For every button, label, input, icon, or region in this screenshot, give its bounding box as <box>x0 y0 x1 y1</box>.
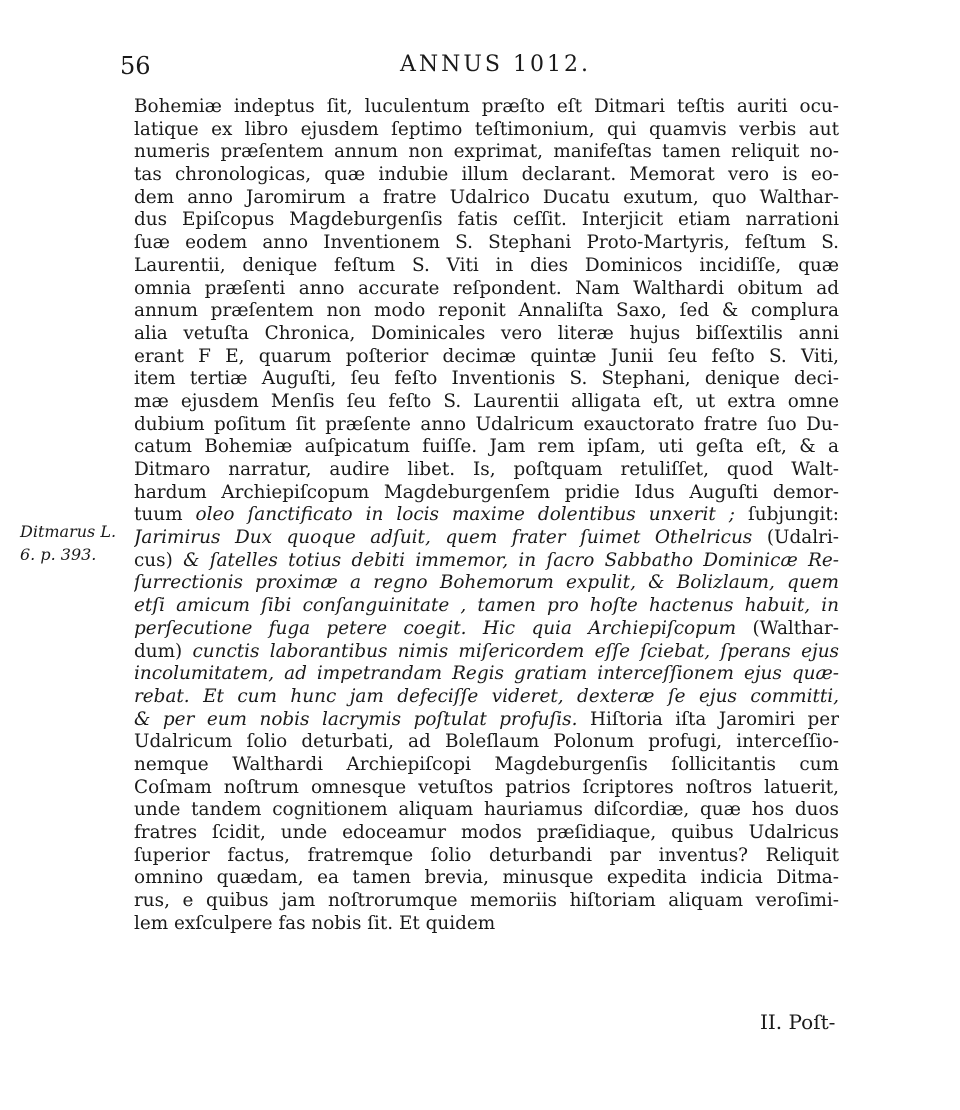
margin-note <box>20 520 130 566</box>
text-line: item tertiæ Auguſti, ſeu feſto Inventionis S. Stephani, denique deci- <box>134 368 839 390</box>
text-line: mæ ejusdem Menſis ſeu feſto S. Laurentii alligata eſt, ut extra omne <box>134 390 839 412</box>
text-roman: tuum <box>134 504 196 526</box>
text-roman: (Udalri- <box>752 527 839 549</box>
text-line: hardum Archiepiſcopum Magdeburgenſem pridie Idus Auguſti demor- <box>134 481 839 503</box>
quotation-italic: cunctis laborantibus nimis miſericordem eſſe ſciebat, ſperans ejus <box>192 640 839 662</box>
text-line: erant F E, quarum poſterior decimæ quintæ Junii ſeu feſto S. Viti, <box>134 345 839 367</box>
quotation-italic: oleo ſanctificato in locis maxime dolentibus unxerit ; <box>195 504 735 526</box>
text-line <box>134 618 839 641</box>
running-head: ANNUS 1012. <box>400 52 591 77</box>
body-text <box>134 96 839 935</box>
text-line: ſuperior factus, fratremque ſolio deturbandi par inventus? Reliquit <box>134 844 839 866</box>
text-line: Coſmam noſtrum omnesque vetuſtos patrios ſcriptores noſtros latuerit, <box>134 776 839 798</box>
text-line: Ditmaro narratur, audire libet. Is, poſtquam retuliſſet, quod Walt- <box>134 459 839 480</box>
quotation-italic: & per eum nobis lacrymis poſtulat profuſis. <box>134 708 578 730</box>
text-line: dem anno Jaromirum a fratre Udalrico Ducatu exutum, quo Walthar- <box>134 186 839 208</box>
quotation-italic: & ſatelles totius debiti immemor, in ſacro Sabbatho Dominicæ Re- <box>183 549 839 571</box>
page-header <box>120 52 835 88</box>
text-roman: cus) <box>134 549 184 571</box>
text-line: nemque Walthardi Archiepiſcopi Magdeburgenſis ſollicitantis cum <box>134 753 839 775</box>
quotation-italic: Jarimirus Dux quoque adſuit, quem frater ſuimet Othelricus <box>134 527 753 549</box>
text-line: latique ex libro ejusdem ſeptimo teſtimonium, qui quamvis verbis aut <box>134 118 839 140</box>
quotation-italic: ſurrectionis proximæ a regno Bohemorum expulit, & Bolizlaum, quem <box>134 572 839 594</box>
quotation-italic: etſi amicum ſibi conſanguinitate , tamen pro hoſte hactenus habuit, in <box>134 595 839 617</box>
text-roman: ſubjungit: <box>734 504 839 526</box>
text-roman: Hiſtoria iſta Jaromiri per <box>577 708 839 730</box>
text-line: omnino quædam, ea tamen brevia, minusque expedita indicia Ditma- <box>134 867 839 889</box>
text-line: Udalricum ſolio deturbati, ad Boleſlaum Polonum profugi, interceſſio- <box>134 731 839 753</box>
text-line <box>134 595 839 618</box>
text-line: tas chronologicas, quæ indubie illum declarant. Memorat vero is eo- <box>134 164 839 186</box>
text-line: omnia præſenti anno accurate reſpondent. Nam Walthardi obitum ad <box>134 277 839 299</box>
text-line <box>134 527 839 550</box>
text-line: ſuæ eodem anno Inventionem S. Stephani Proto-Martyris, feſtum S. <box>134 232 839 254</box>
text-line: unde tandem cognitionem aliquam hauriamus diſcordiæ, quæ hos duos <box>134 799 839 821</box>
text-line <box>134 572 839 595</box>
text-line <box>134 550 839 573</box>
text-line: Bohemiæ indeptus ſit, luculentum præſto eſt Ditmari teſtis auriti ocu- <box>134 96 839 117</box>
quotation-italic: perſecutione fuga petere coegit. Hic quia Archiepiſcopum <box>134 617 737 639</box>
text-line: fratres ſcidit, unde edoceamur modos præſidiaque, quibus Udalricus <box>134 822 839 843</box>
margin-note-line: Ditmarus L. <box>20 522 117 541</box>
text-line <box>134 641 839 664</box>
catchword: II. Poſt- <box>760 1010 836 1034</box>
text-line <box>134 709 839 732</box>
text-line: dubium poſitum ſit præſente anno Udalricum exauctorato fratre ſuo Du- <box>134 413 839 435</box>
text-line: dus Epiſcopus Magdeburgenſis fatis ceſſit. Interjicit etiam narrationi <box>134 209 839 231</box>
text-roman: (Walthar- <box>736 617 839 639</box>
page-number: 56 <box>120 52 151 80</box>
margin-note-line: 6. p. 393. <box>20 545 97 564</box>
text-line: rus, e quibus jam noſtrorumque memoriis hiſtoriam aliquam veroſimi- <box>134 890 839 912</box>
text-line <box>134 686 839 709</box>
text-line: Laurentii, denique feſtum S. Viti in dies Dominicos incidiſſe, quæ <box>134 254 839 276</box>
quotation-italic: incolumitatem, ad impetrandam Regis gratiam interceſſionem ejus quæ- <box>134 663 839 685</box>
text-line: alia vetuſta Chronica, Dominicales vero literæ hujus biſſextilis anni <box>134 322 839 344</box>
text-line <box>134 504 839 527</box>
text-line: catum Bohemiæ auſpicatum fuiſſe. Jam rem ipſam, uti geſta eſt, & a <box>134 436 839 458</box>
text-roman: dum) <box>134 640 193 662</box>
text-line <box>134 663 839 686</box>
text-line: annum præſentem non modo reponit Annaliſta Saxo, ſed & complura <box>134 300 839 322</box>
text-line: lem exſculpere fas nobis ſit. Et quidem <box>134 912 496 934</box>
text-line: numeris præſentem annum non exprimat, manifeſtas tamen reliquit no- <box>134 141 839 163</box>
quotation-italic: rebat. Et cum hunc jam defeciſſe videret, dexteræ ſe ejus committi, <box>134 685 839 707</box>
